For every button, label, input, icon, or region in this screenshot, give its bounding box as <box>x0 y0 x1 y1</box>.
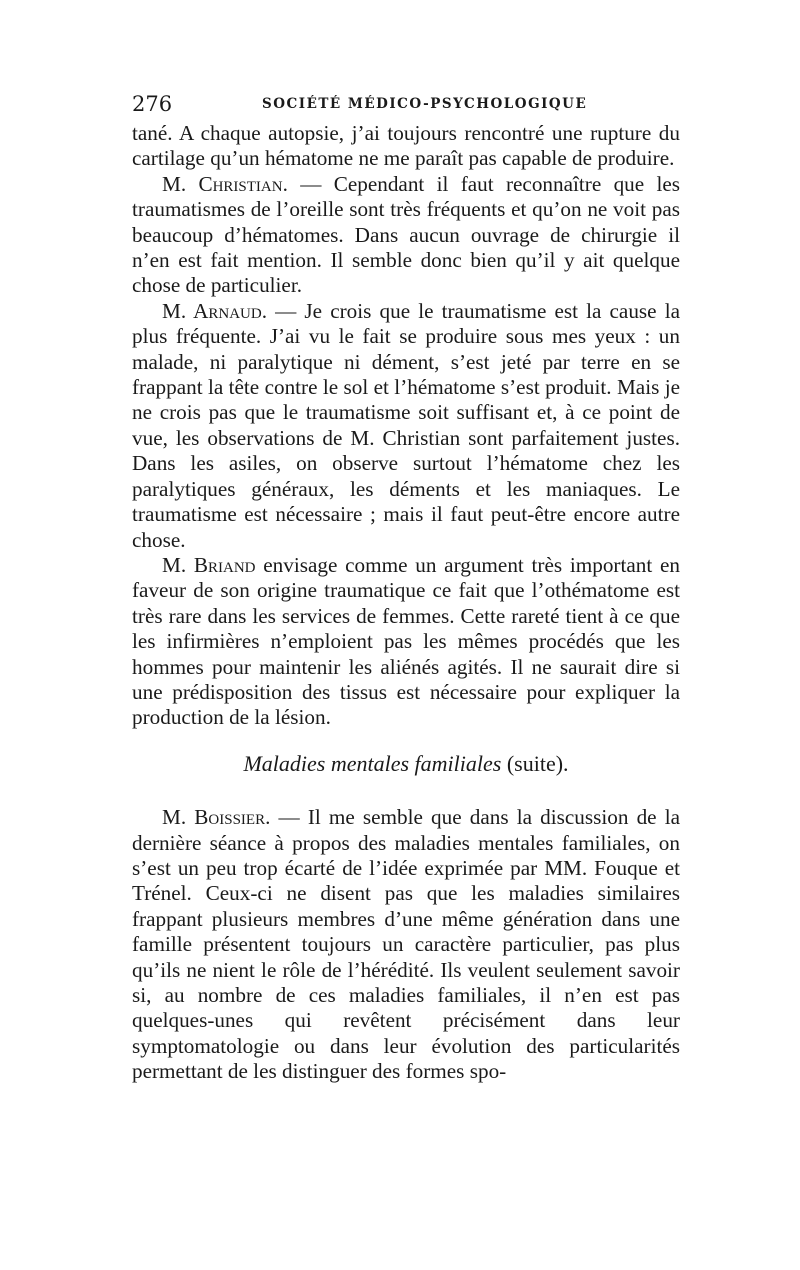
paragraph-text: — Cependant il faut reconnaître que les traumatismes de l’oreille sont très fréquents et qu’on ne voit pas beaucoup d’hématomes. Dans aucun ouvrage de chirurgie il n’en est fait mention. Il semble donc bien qu’il y ait quelque chose de particulier. <box>132 171 681 298</box>
paragraph-text: envisage comme un argument très important en faveur de son origine traumatique ce fait que l’othématome est très rare dans les services de femmes. Cette rareté tient à ce que les infirmières n’emploient pas les mêmes procédés que les hommes pour maintenir les aliénés agités. Il ne saurait dire si une prédisposition des tissus est nécessaire pour expliquer la production de la lésion. <box>132 552 680 730</box>
section-title-text: Maladies mentales familiales <box>243 750 502 776</box>
speaker-name: M. Christian. <box>162 171 288 196</box>
paragraph-continuation <box>132 121 680 172</box>
body-text <box>132 121 680 1085</box>
paragraph-boissier <box>132 805 680 1084</box>
paragraph-briand <box>132 553 680 731</box>
paragraph-text: — Je crois que le traumatisme est la cause la plus fréquente. J’ai vu le fait se produire sous mes yeux : un malade, ni paralytique ni dément, s’est jeté par terre en se frappant la tête contre le sol et l’hématome s’est produit. Mais je ne crois pas que le traumatisme soit suffisant et, à ce point de vue, les observations de M. Christian sont parfaitement justes. Dans les asiles, on observe surtout l’hématome chez les paralytiques généraux, les déments et les maniaques. Le traumatisme est nécessaire ; mais il faut peut-être encore autre chose. <box>132 298 680 552</box>
section-title-suite: (suite). <box>506 750 569 776</box>
running-head <box>132 92 680 116</box>
paragraph-text: — Il me semble que dans la discussion de la dernière séance à propos des maladies mentales familiales, on s’est un peu trop écarté de l’idée exprimée par MM. Fouque et Trénel. Ceux-ci ne disent pas que les maladies similaires frappant plusieurs membres d’une même génération dans une famille présentent toujours un caractère particulier, pas plus qu’ils ne nient le rôle de l’hérédité. Ils veulent seulement savoir si, au nombre de ces maladies familiales, il n’en est pas quelques-unes qui revêtent précisément dans leur symptomatologie ou dans leur évolution des particularités permettant de les distinguer des formes spo- <box>132 805 680 1084</box>
paragraph-arnaud <box>132 299 680 553</box>
speaker-name: M. Arnaud. <box>162 298 268 323</box>
speaker-name: M. Boissier. <box>162 805 271 830</box>
speaker-name: M. Briand <box>162 552 256 577</box>
journal-title: SOCIÉTÉ MÉDICO-PSYCHOLOGIQUE <box>262 96 588 112</box>
paragraph-christian <box>132 172 680 299</box>
paragraph-text: tané. A chaque autopsie, j’ai toujours rencontré une rupture du cartilage qu’un hématome ne me paraît pas capable de produire. <box>132 121 680 171</box>
section-title <box>132 731 680 791</box>
page-number: 276 <box>132 92 173 116</box>
